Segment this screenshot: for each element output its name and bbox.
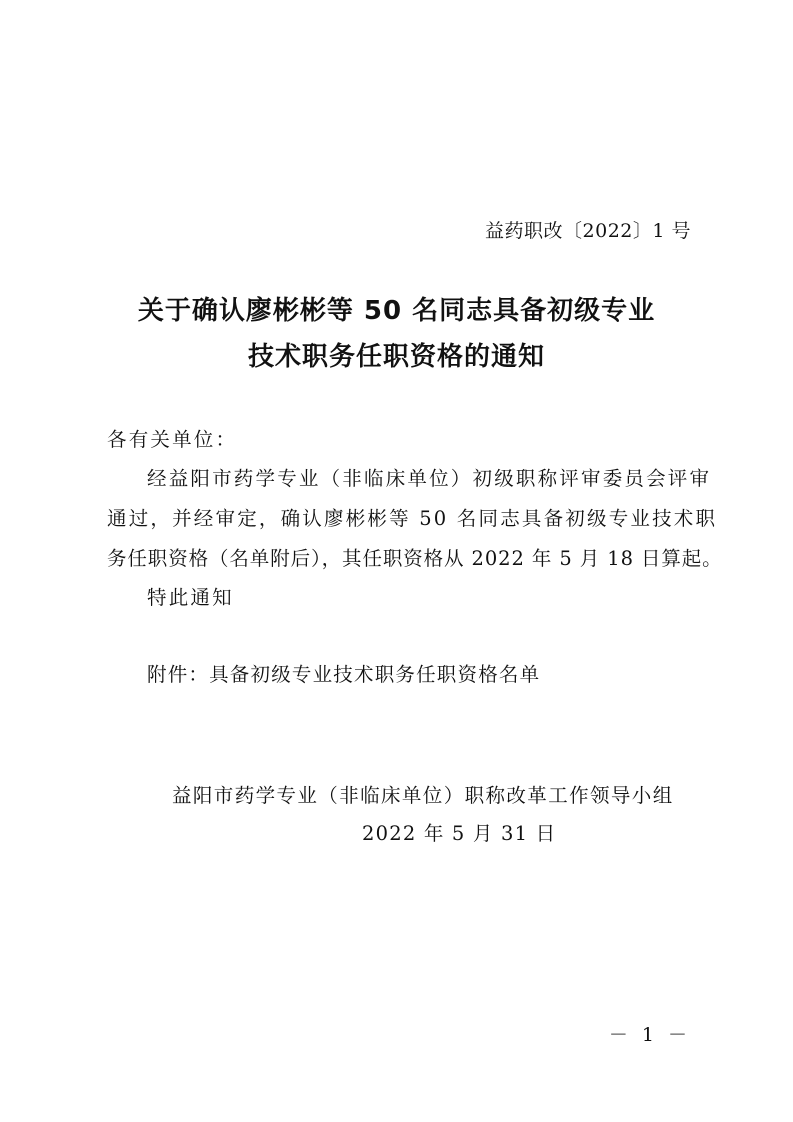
salutation: 各有关单位： (107, 428, 238, 451)
document-title-line-1: 关于确认廖彬彬等 50 名同志具备初级专业 (137, 296, 656, 326)
body-line-2: 通过，并经审定，确认廖彬彬等 50 名同志具备初级专业技术职 (107, 507, 718, 530)
page-number: － 1 － (608, 1024, 691, 1046)
issue-date: 2022 年 5 月 31 日 (362, 822, 557, 845)
body-line-3: 务任职资格（名单附后），其任职资格从 2022 年 5 月 18 日算起。 (107, 547, 723, 570)
attachment-note: 附件：具备初级专业技术职务任职资格名单 (147, 663, 541, 686)
body-line-1: 经益阳市药学专业（非临床单位）初级职称评审委员会评审 (147, 467, 712, 490)
issuer-name: 益阳市药学专业（非临床单位）职称改革工作领导小组 (172, 784, 674, 807)
document-number: 益药职改〔2022〕1 号 (485, 220, 691, 242)
document-title-line-2: 技术职务任职资格的通知 (247, 342, 545, 372)
closing-text: 特此通知 (147, 586, 234, 609)
